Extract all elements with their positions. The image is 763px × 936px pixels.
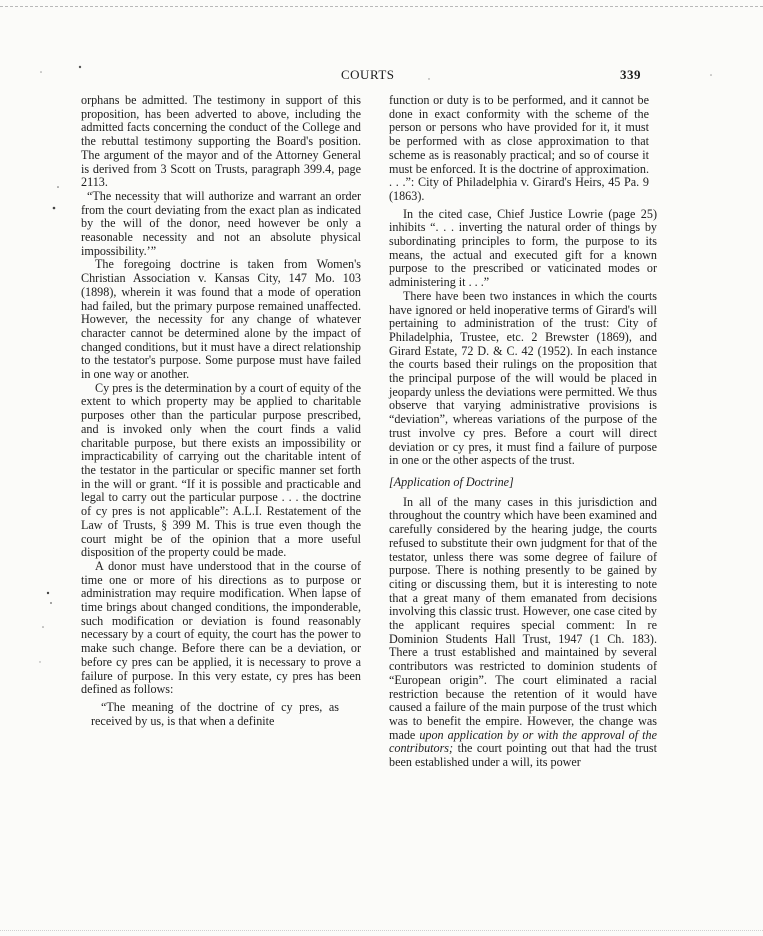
block-quote: “The necessity that will authorize and warrant an order from the court deviating from the exact plan as indicated by the will of the donor, need however be only a reasonable necessity and not an absolute physical impossibility.’” (81, 188, 361, 258)
right-column (389, 94, 657, 770)
speck (53, 207, 56, 210)
block-quote: “The meaning of the doctrine of cy pres, as received by us, is that when a definite (91, 699, 339, 728)
speck (57, 186, 59, 188)
paragraph-text: the court pointing out that had the trust been established under a will, its power (389, 741, 657, 770)
left-column (81, 94, 361, 728)
running-head-title: COURTS (341, 67, 395, 82)
paragraph: Cy pres is the determination by a court of equity of the extent to which property may be applied to charitable purposes other than the particular purpose prescribed, and is invoked only when the court finds a valid charitable purpose, but there exists an impossibility or impracticability of carrying out the charitable intent of the testator in the particular or specific manner set forth in the will or grant. “If it is possible and practicable and legal to carry out the particular purpose . . . the doctrine of cy pres is not applicable”: A.L.I. Restatement of the Law of Trusts, § 399 M. This is true even though the court might be of the opinion that a more useful disposition of the property could be made. (81, 380, 362, 560)
speck (42, 626, 44, 628)
section-heading: [Application of Doctrine] (389, 474, 514, 489)
block-quote: function or duty is to be performed, and it cannot be done in exact conformity with the scheme of the person or persons who have provided for it, it must be performed with as close approximation to that scheme as is reasonably practical; and so of course it must be enforced. It is the doctrine of approximation. . . .”: City of Philadelphia v. Girard's Heirs, 45 Pa. 9 (1863). (389, 93, 649, 203)
emphasized-text: upon application by or with the approval of the contributors; (389, 727, 657, 756)
paragraph: A donor must have understood that in the course of time one or more of his directions as to purpose or administration may require modification. When lapse of time brings about changed conditions, the imponderable, such modification or deviation is found reasonably necessary by a court of equity, the court has the power to make such change. Before there can be a deviation, or before cy pres can be applied, it is necessary to prove a failure of purpose. In this very estate, cy pres has been defined as follows: (81, 558, 361, 697)
paragraph: orphans be admitted. The testimony in support of this proposition, has been adverted to above, including the admitted facts concerning the conduct of the College and the rebuttal testimony supporting the Board's position. The argument of the mayor and of the Attorney General is derived from 3 Scott on Trusts, paragraph 399.4, page 2113. (81, 93, 361, 190)
speck (47, 592, 49, 594)
page-number: 339 (620, 67, 641, 82)
paragraph: The foregoing doctrine is taken from Women's Christian Association v. Kansas City, 147 Mo. 103 (1898), wherein it was found that a mode of operation had failed, but the primary purpose remained unaffected. However, the necessity for any change of whatever character cannot be determined alone by the impact of changed conditions, but it must have a direct relationship to the testator's purpose. Some purpose must have failed in one way or another. (81, 257, 361, 382)
running-header (0, 67, 763, 85)
paragraph: In the cited case, Chief Justice Lowrie (page 25) inhibits “. . . inverting the natural order of things by subordinating principles to form, the purpose to its means, the actual and executed gift for a known purpose to the prescribed or vaticinated modes or administering it . . .” (389, 206, 657, 290)
speck (39, 661, 40, 662)
paragraph-text: In all of the many cases in this jurisdiction and throughout the country which have been examined and carefully considered by the hearing judge, the courts refused to substitute their own judgment for that of the testator, unless there was some degree of failure of purpose. There is nothing presently to be gained by citing or discussing them, but it is interesting to note that a great many of them emanated from decisions involving this classic trust. However, one case cited by the applicant requires special comment: In re Dominion Students Hall Trust, 1947 (1 Ch. 183). There a trust established and maintained by several contributors was restricted to dominion students of “European origin”. The court eliminated a racial restriction because the retention of it would have caused a failure of the main purpose of the trust which was to benefit the empire. However, the change was made (389, 494, 657, 742)
speck (50, 602, 52, 604)
paragraph (389, 496, 657, 770)
scan-bottom-border (0, 930, 763, 931)
paragraph: There have been two instances in which the courts have ignored or held inoperative terms of Girard's will pertaining to administration of the trust: City of Philadelphia, Trustee, etc. 2 Brewster (1869), and Girard Estate, 72 D. & C. 42 (1952). In each instance the courts based their rulings on the proposition that the principal purpose of the will would be placed in jeopardy unless the deviations were permitted. We thus observe that varying administrative provisions is “deviation”, whereas variations of the purpose of the trust involve cy pres. Before a court will direct deviation or cy pres, it must find a failure of purpose in one or the other aspects of the trust. (389, 288, 657, 468)
scan-top-border (0, 6, 763, 7)
